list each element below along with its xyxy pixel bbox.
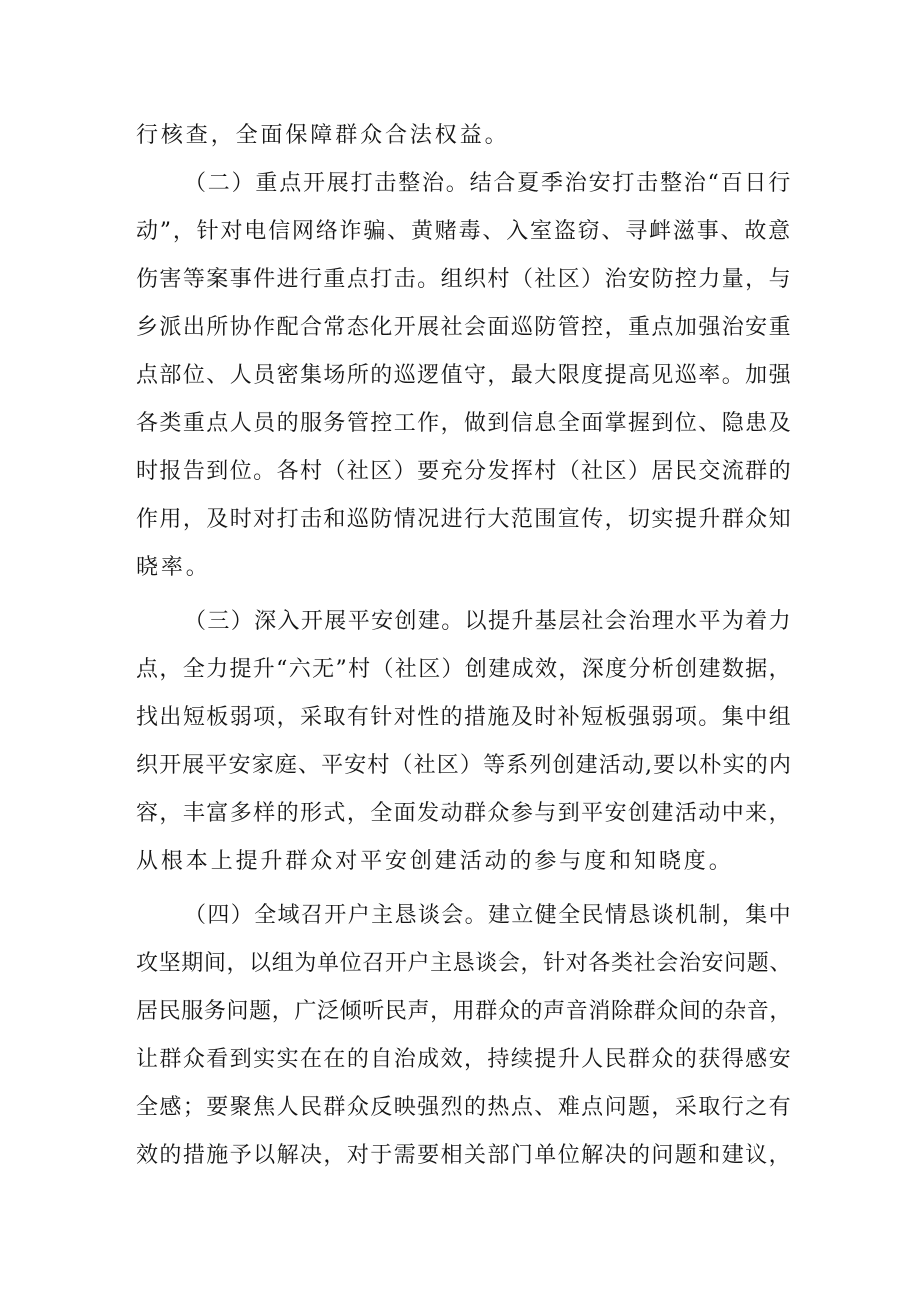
text-line <box>0 990 920 1034</box>
text-line <box>0 1134 920 1178</box>
line-text: 点部位、人员密集场所的巡逻值守，最大限度提高见巡率。加强 <box>136 363 792 388</box>
line-text: 织开展平安家庭、平安村（社区）等系列创建活动,要以朴实的内 <box>136 753 792 778</box>
text-line <box>0 840 920 884</box>
line-text: 居民服务问题，广泛倾听民声，用群众的声音消除群众间的杂音， <box>136 999 792 1024</box>
text-line <box>0 114 920 158</box>
text-line <box>0 450 920 494</box>
text-line <box>0 942 920 986</box>
text-line <box>0 1038 920 1082</box>
line-text: 容，丰富多样的形式，全面发动群众参与到平安创建活动中来， <box>136 801 792 826</box>
text-line <box>0 498 920 542</box>
text-line <box>0 546 920 590</box>
line-text: 从根本上提升群众对平安创建活动的参与度和知晓度。 <box>136 849 734 874</box>
line-text: 作用，及时对打击和巡防情况进行大范围宣传，切实提升群众知 <box>136 507 792 532</box>
paragraph-heading-2 <box>0 162 920 206</box>
text-line <box>0 1086 920 1130</box>
line-text: 乡派出所协作配合常态化开展社会面巡防管控，重点加强治安重 <box>136 315 792 340</box>
text-line <box>0 792 920 836</box>
text-line <box>0 210 920 254</box>
line-text: 让群众看到实实在在的自治成效，持续提升人民群众的获得感安 <box>136 1047 792 1072</box>
text-line <box>0 402 920 446</box>
line-text: 点，全力提升“六无”村（社区）创建成效，深度分析创建数据， <box>136 657 792 682</box>
text-line <box>0 744 920 788</box>
line-text: 全感；要聚焦人民群众反映强烈的热点、难点问题，采取行之有 <box>136 1095 792 1120</box>
line-text: 各类重点人员的服务管控工作，做到信息全面掌握到位、隐患及 <box>136 411 792 436</box>
line-text: 攻坚期间，以组为单位召开户主恳谈会，针对各类社会治安问题、 <box>136 951 792 976</box>
line-text: 找出短板弱项，采取有针对性的措施及时补短板强弱项。集中组 <box>136 705 792 730</box>
text-line <box>0 696 920 740</box>
line-text: 动”，针对电信网络诈骗、黄赌毒、入室盗窃、寻衅滋事、故意 <box>136 219 792 244</box>
line-text: 行核查，全面保障群众合法权益。 <box>136 123 510 148</box>
paragraph-heading-3 <box>0 600 920 644</box>
line-text: 晓率。 <box>136 555 211 580</box>
line-text: （三）深入开展平安创建。以提升基层社会治理水平为着力 <box>184 609 792 634</box>
line-text: 伤害等案事件进行重点打击。组织村（社区）治安防控力量，与 <box>136 267 792 292</box>
line-text: （二）重点开展打击整治。结合夏季治安打击整治“百日行 <box>184 171 792 196</box>
line-text: 时报告到位。各村（社区）要充分发挥村（社区）居民交流群的 <box>136 459 792 484</box>
paragraph-heading-4 <box>0 894 920 938</box>
line-text: （四）全域召开户主恳谈会。建立健全民情恳谈机制，集中 <box>184 903 792 928</box>
line-text: 效的措施予以解决，对于需要相关部门单位解决的问题和建议， <box>136 1143 792 1168</box>
text-line <box>0 648 920 692</box>
text-line <box>0 354 920 398</box>
text-line <box>0 306 920 350</box>
text-line <box>0 258 920 302</box>
